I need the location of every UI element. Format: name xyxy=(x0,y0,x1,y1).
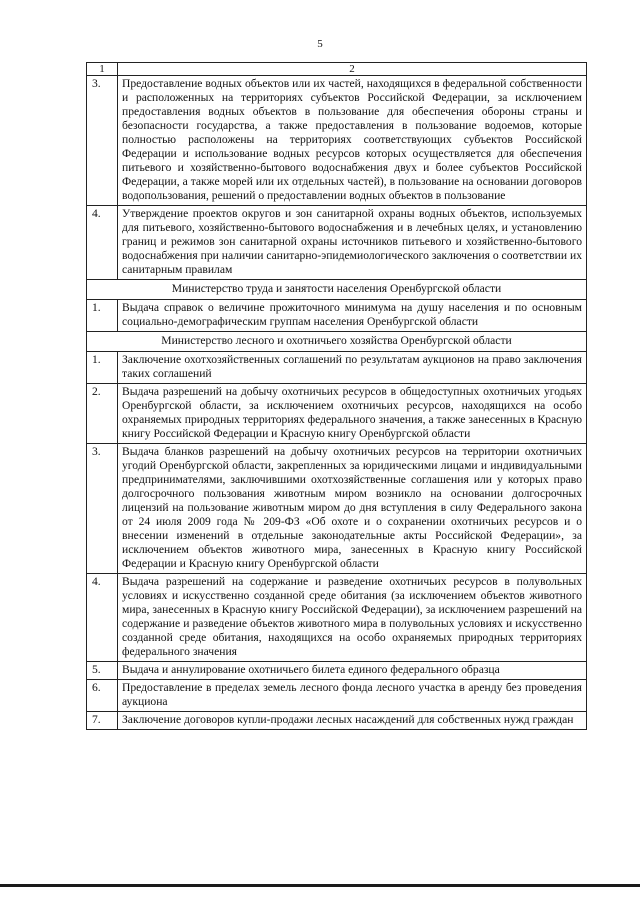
row-description: Выдача и аннулирование охотничьего билета единого федерального образца xyxy=(118,662,587,680)
row-number: 7. xyxy=(87,712,118,730)
table-row xyxy=(87,444,587,574)
services-table xyxy=(86,62,587,730)
table-row xyxy=(87,680,587,712)
row-number: 4. xyxy=(87,574,118,662)
table-row xyxy=(87,300,587,332)
header-col-description: 2 xyxy=(118,63,587,76)
table-row xyxy=(87,662,587,680)
section-heading-row xyxy=(87,280,587,300)
row-number: 3. xyxy=(87,76,118,206)
row-number: 1. xyxy=(87,300,118,332)
row-number: 1. xyxy=(87,352,118,384)
table-row xyxy=(87,352,587,384)
row-description: Заключение охотхозяйственных соглашений по результатам аукционов на право заключения таких соглашений xyxy=(118,352,587,384)
table-row xyxy=(87,712,587,730)
table-row xyxy=(87,384,587,444)
row-description: Выдача справок о величине прожиточного минимума на душу населения и по основным социально-демографическим группам населения Оренбургской области xyxy=(118,300,587,332)
table-row xyxy=(87,76,587,206)
header-col-number: 1 xyxy=(87,63,118,76)
table-row xyxy=(87,574,587,662)
row-number: 2. xyxy=(87,384,118,444)
section-heading: Министерство труда и занятости населения Оренбургской области xyxy=(87,280,587,300)
row-description: Утверждение проектов округов и зон санитарной охраны водных объектов, используемых для питьевого, хозяйственно-бытового водоснабжения и в лечебных целях, и установлению границ и режимов зон санитарной охраны источников питьевого и хозяйственно-бытового водоснабжения при наличии санитарно-эпидемиологического заключения о соответствии их санитарным правилам xyxy=(118,206,587,280)
row-number: 6. xyxy=(87,680,118,712)
page-number: 5 xyxy=(317,38,323,50)
section-heading: Министерство лесного и охотничьего хозяйства Оренбургской области xyxy=(87,332,587,352)
services-table-body xyxy=(87,63,587,730)
row-description: Предоставление в пределах земель лесного фонда лесного участка в аренду без проведения аукциона xyxy=(118,680,587,712)
row-number: 5. xyxy=(87,662,118,680)
bottom-rule xyxy=(0,884,640,887)
row-description: Заключение договоров купли-продажи лесных насаждений для собственных нужд граждан xyxy=(118,712,587,730)
row-description: Предоставление водных объектов или их частей, находящихся в федеральной собственности и расположенных на территориях субъектов Российской Федерации, за исключением предоставления водных объектов в пользование для обеспечения обороны страны и безопасности государства, а также предоставления в пользование водоемов, которые полностью расположены на территориях соответствующих субъектов Российской Федерации и использование водных ресурсов которых осуществляется для обеспечения питьевого и хозяйственно-бытового водоснабжения двух и более субъектов Российской Федерации, а также морей или их отдельных частей), в пользование на основании договоров водопользования, решений о предоставлении водных объектов в пользование xyxy=(118,76,587,206)
row-number: 3. xyxy=(87,444,118,574)
row-description: Выдача бланков разрешений на добычу охотничьих ресурсов на территории охотничьих угодий Оренбургской области, закрепленных за юридическими лицами и индивидуальными предпринимателями, заключившими охотхозяйственные соглашения или у которых право долгосрочного пользования животным миром возникло на основании долгосрочных лицензий на пользование животным миром до дня вступления в силу Федерального закона от 24 июля 2009 года № 209-ФЗ «Об охоте и о сохранении охотничьих ресурсов и о внесении изменений в отдельные законодательные акты Российской Федерации», за исключением объектов животного мира, занесенных в Красную книгу Российской Федерации и Красную книгу Оренбургской области xyxy=(118,444,587,574)
table-row xyxy=(87,206,587,280)
section-heading-row xyxy=(87,332,587,352)
table-header-row xyxy=(87,63,587,76)
row-number: 4. xyxy=(87,206,118,280)
row-description: Выдача разрешений на содержание и разведение охотничьих ресурсов в полувольных условиях и искусственно созданной среде обитания (за исключением объектов животного мира, занесенных в Красную книгу Российской Федерации), за исключением разрешений на содержание и разведение объектов животного мира в полувольных условиях и искусственно созданной среде обитания, находящихся на особо охраняемых природных территориях федерального значения xyxy=(118,574,587,662)
row-description: Выдача разрешений на добычу охотничьих ресурсов в общедоступных охотничьих угодьях Оренбургской области, за исключением охотничьих ресурсов, находящихся на особо охраняемых природных территориях федерального значения, а также занесенных в Красную книгу Российской Федерации и Красную книгу Оренбургской области xyxy=(118,384,587,444)
